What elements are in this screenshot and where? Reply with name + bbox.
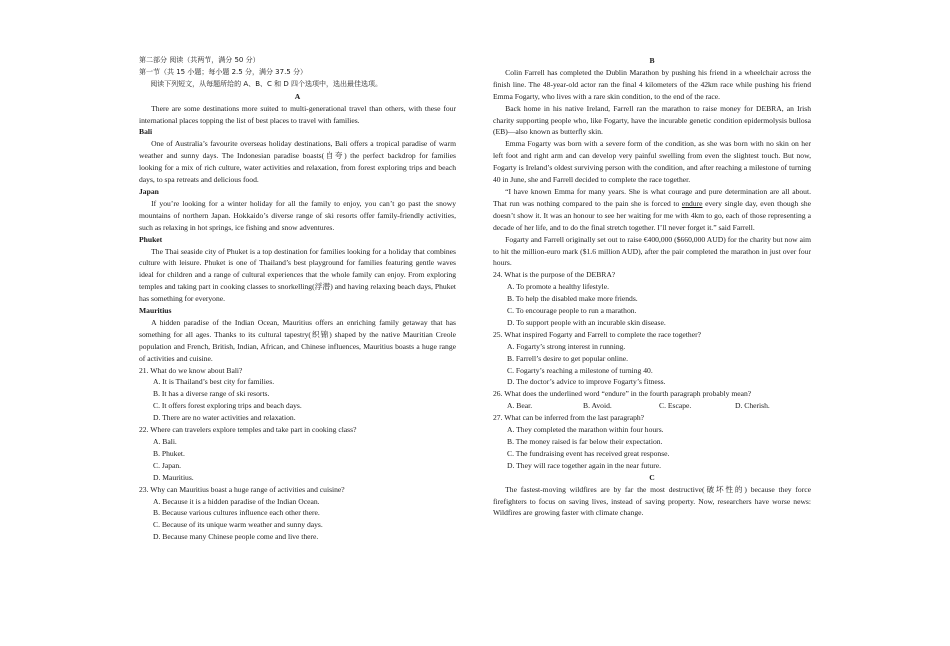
q22-option-c: C. Japan.: [153, 460, 182, 470]
heading-bali: Bali: [139, 127, 153, 137]
instruction: 阅读下列短文，从每题所给的 A、B、C 和 D 四个选项中，选出最佳选项。: [150, 79, 382, 88]
q23-option-b: B. Because various cultures influence each other there.: [153, 508, 320, 518]
q21-option-b: B. It has a diverse range of ski resorts.: [153, 389, 270, 399]
question-26: 26. What does the underlined word “endure” in the fourth paragraph probably mean?: [493, 389, 752, 399]
question-27: 27. What can be inferred from the last paragraph?: [493, 413, 645, 423]
q26-option-b: B. Avoid.: [583, 401, 612, 411]
q25-option-d: D. The doctor’s advice to improve Fogarty’s fitness.: [507, 377, 666, 387]
left-column: [139, 55, 456, 543]
part-title: 第一节（共 15 小题；每小题 2.5 分，满分 37.5 分）: [139, 67, 307, 76]
q25-option-a: A. Fogarty’s strong interest in running.: [507, 341, 626, 351]
passage-b-paragraph-4: [493, 186, 811, 234]
underlined-word-endure: endure: [681, 198, 703, 208]
section-title: 第二部分 阅读（共两节，满分 50 分）: [139, 56, 260, 64]
q22-option-d: D. Mauritius.: [153, 472, 194, 482]
q23-option-a: A. Because it is a hidden paradise of the Indian Ocean.: [153, 496, 320, 506]
passage-c-paragraph-1: The fastest-moving wildfires are by far the most destructive(破坏性的) because they force firefighters to focus on saving lives, instead of saving property. Now, researchers have worse news: Wildfires are growing faster with climate change.: [493, 484, 811, 518]
q23-option-c: C. Because of its unique warm weather and sunny days.: [153, 520, 323, 530]
q24-option-b: B. To help the disabled make more friends.: [507, 294, 638, 304]
q24-option-c: C. To encourage people to run a marathon.: [507, 306, 637, 316]
passage-a-label: A: [294, 91, 301, 101]
q27-option-b: B. The money raised is far below their expectation.: [507, 437, 663, 446]
q27-option-d: D. They will race together again in the near future.: [507, 460, 661, 470]
passage-b-paragraph-5: Fogarty and Farrell originally set out to raise €400,000 ($660,000 AUD) for the charity but now aim to hit the million-euro mark ($1.6 million AUD), after the pair completed the marathon in just over four hours.: [493, 234, 811, 268]
heading-phuket: Phuket: [139, 234, 163, 244]
p4-text-before: “I have known Emma for many years. She is what courage and pure determination are all about. That run was nothing compared to the pain she is forced to: [493, 186, 811, 208]
q21-option-d: D. There are no water activities and relaxation.: [153, 413, 296, 423]
question-21: 21. What do we know about Bali?: [139, 365, 243, 375]
paragraph-phuket: The Thai seaside city of Phuket is a top destination for families looking for a holiday that combines culture with leisure. Phuket is one of Thailand’s best playground for families featuring gentle waves ideal for children and a range of cultural experiences that the whole family can enjoy. From exploring temples and taking part in cooking classes to snorkelling(浮潜) and having relaxing beach days, Phuket has something for everyone.: [139, 246, 456, 304]
q22-option-a: A. Bali.: [153, 437, 177, 446]
question-22: 22. Where can travelers explore temples and take part in cooking class?: [139, 425, 357, 435]
q21-option-a: A. It is Thailand’s best city for families.: [153, 377, 275, 387]
passage-a-intro: There are some destinations more suited to multi-generational travel than others, with these four international places topping the list of best places to travel with families.: [139, 103, 456, 125]
q23-option-d: D. Because many Chinese people come and live there.: [153, 532, 319, 542]
question-23: 23. Why can Mauritius boast a huge range of activities and cuisine?: [139, 484, 345, 494]
passage-b-paragraph-3: Emma Fogarty was born with a severe form of the condition, as she was born with no skin on her left foot and right arm and can develop very painful swelling from even the slightest touch. But now, Fogarty is Ireland’s oldest surviving person with the condition, and after reaching a milestone of turning 40 in June, she and Farrell decided to complete the race together.: [493, 139, 811, 185]
q27-option-a: A. They completed the marathon within four hours.: [507, 425, 664, 435]
q25-option-b: B. Farrell’s desire to get popular online.: [507, 353, 629, 363]
paragraph-bali: One of Australia’s favourite overseas holiday destinations, Bali offers a tropical paradise of warm weather and sunny days. The Indonesian paradise boasts(自夸) the perfect backdrop for families looking for a mix of rich culture, water activities and relaxation, from forest exploring trips and beach days, to spa retreats and delicious food.: [139, 139, 456, 185]
q24-option-a: A. To promote a healthy lifestyle.: [507, 282, 610, 292]
q24-option-d: D. To support people with an incurable skin disease.: [507, 317, 666, 327]
q21-option-c: C. It offers forest exploring trips and beach days.: [153, 401, 302, 411]
paragraph-mauritius: A hidden paradise of the Indian Ocean, Mauritius offers an enriching family getaway that has something for all ages. Thanks to its cultural tapestry(织锦) shaped by the native Mauritian Creole population and French, British, Indian, African, and Chinese influences, Mauritius boasts a huge range of activities and cuisine.: [139, 317, 456, 363]
q25-option-c: C. Fogarty’s reaching a milestone of turning 40.: [507, 365, 653, 375]
heading-japan: Japan: [139, 186, 159, 196]
q26-option-a: A. Bear.: [507, 401, 533, 411]
p4-text-after: every single day, even though she doesn’t show it. It was an honour to see her waiting for me with 4km to go, each of those representing a decade of her life, and to do the final stretch together. I’ll never forget it.” said Farrell.: [493, 198, 811, 232]
right-column: [493, 55, 811, 519]
q27-option-c: C. The fundraising event has received great response.: [507, 448, 670, 458]
q26-option-c: C. Escape.: [659, 401, 692, 411]
q26-options: [493, 400, 811, 412]
q22-option-b: B. Phuket.: [153, 448, 185, 458]
paragraph-japan: If you’re looking for a winter holiday for all the family to enjoy, you can’t go past the snowy mountains of northern Japan. Hokkaido’s diverse range of ski resorts offer family-friendly activities, such as relaxing in hot springs, ice fishing and snow adventures.: [139, 198, 456, 232]
q26-option-d: D. Cherish.: [735, 401, 770, 411]
heading-mauritius: Mauritius: [139, 306, 172, 316]
passage-b-paragraph-1: Colin Farrell has completed the Dublin Marathon by pushing his friend in a wheelchair across the finish line. The 48-year-old actor ran the final 4 kilometers of the 42km race while pushing his friend Emma Fogarty, who lives with a rare skin condition, to the end of the race.: [493, 67, 811, 101]
passage-c-label: C: [649, 472, 655, 482]
passage-b-label: B: [649, 56, 655, 65]
question-24: 24. What is the purpose of the DEBRA?: [493, 270, 616, 280]
question-25: 25. What inspired Fogarty and Farrell to complete the race together?: [493, 329, 701, 339]
passage-b-paragraph-2: Back home in his native Ireland, Farrell ran the marathon to raise money for DEBRA, an Irish charity supporting people who, like Fogarty, have the incurable genetic condition epidermolysis bullosa (EB)—also known as butterfly skin.: [493, 103, 811, 137]
